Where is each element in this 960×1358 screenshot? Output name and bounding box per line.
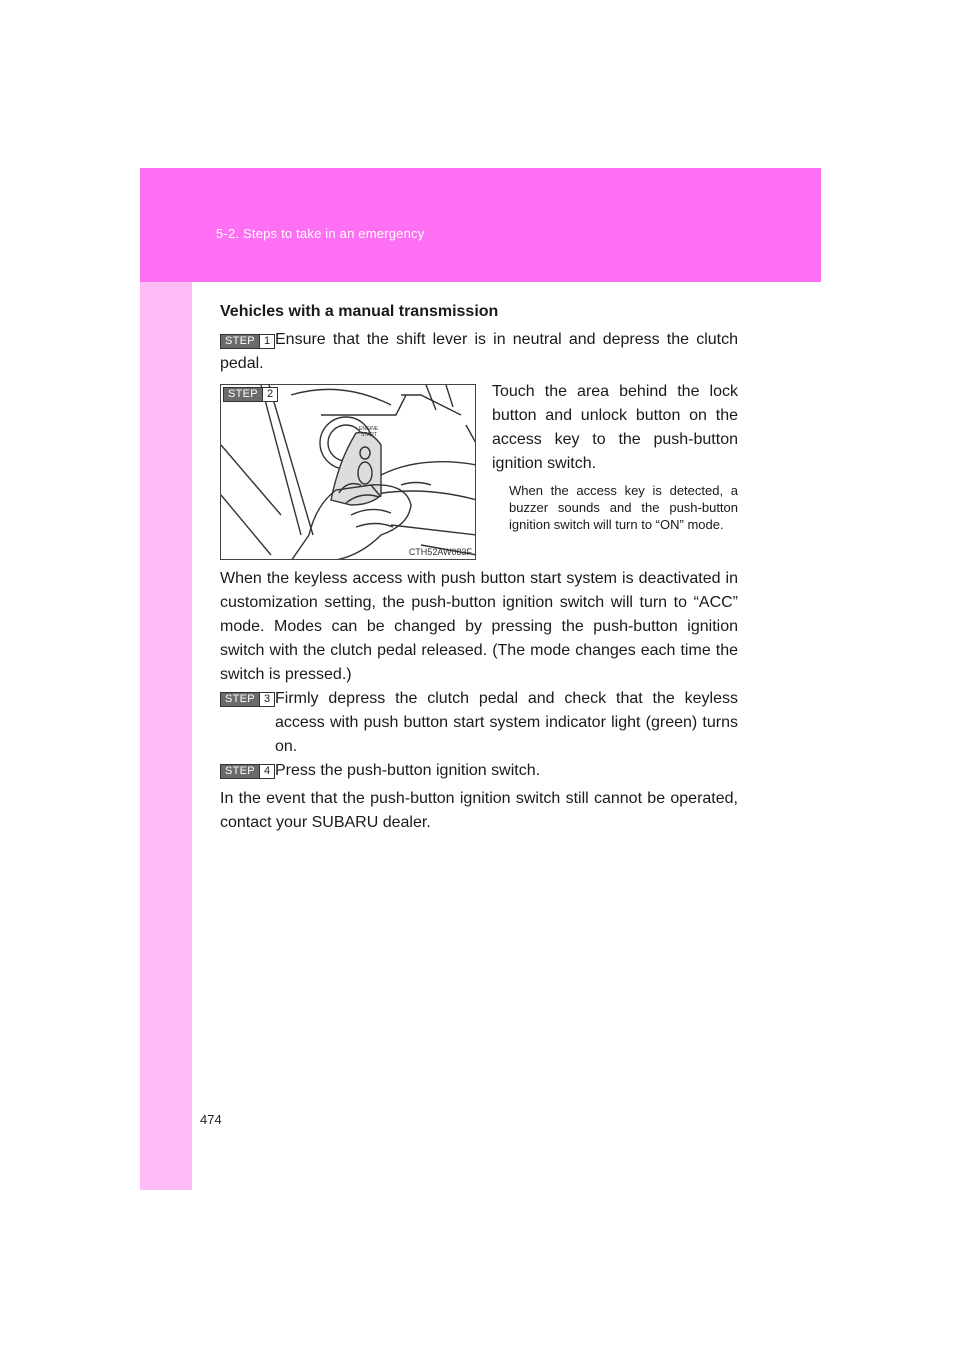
section-title: 5-2. Steps to take in an emergency bbox=[216, 226, 425, 241]
step-2-badge-word: STEP bbox=[224, 388, 262, 401]
step-2-text: Touch the area behind the lock button and unlock button on the access key to the push-button ignition switch. bbox=[492, 383, 738, 472]
step-1-text-content: Ensure that the shift lever is in neutral and depress the clutch pedal. bbox=[220, 331, 738, 372]
step-1-badge-number: 1 bbox=[259, 335, 274, 348]
page-number: 474 bbox=[200, 1112, 222, 1127]
acc-mode-paragraph: When the keyless access with push button start system is deactivated in customization setting, the push-button ignition switch will turn to “ACC” mode. Modes can be changed by pressing the push-button ignition switch with the clutch pedal released. (The mode changes each time the switch is pressed.) bbox=[220, 570, 738, 683]
step-2-badge bbox=[223, 387, 278, 402]
engine-start-label-2: START bbox=[361, 432, 377, 438]
step-3-badge bbox=[220, 692, 275, 707]
step-1-badge-word: STEP bbox=[221, 335, 259, 348]
step-4-badge bbox=[220, 764, 275, 779]
side-tab-band bbox=[140, 168, 192, 1190]
step-2-badge-number: 2 bbox=[262, 388, 277, 401]
engine-start-label-1: ENGINE bbox=[359, 426, 379, 432]
step-3-badge-word: STEP bbox=[221, 693, 259, 706]
header-band bbox=[140, 168, 821, 282]
step-3-badge-number: 3 bbox=[259, 693, 274, 706]
final-paragraph: In the event that the push-button ignition switch still cannot be operated, contact your SUBARU dealer. bbox=[220, 790, 738, 831]
step-4-badge-word: STEP bbox=[221, 765, 259, 778]
step-4-text: Press the push-button ignition switch. bbox=[275, 762, 541, 779]
subheading: Vehicles with a manual transmission bbox=[220, 303, 499, 320]
step-2-note: When the access key is detected, a buzzer sounds and the push-button ignition switch will turn to “ON” mode. bbox=[509, 483, 738, 532]
hand-key-illustration bbox=[221, 385, 476, 560]
ignition-figure bbox=[220, 384, 476, 560]
step-1-text bbox=[220, 328, 738, 376]
figure-code: CTH52AW083F bbox=[408, 547, 472, 557]
step-3-text: Firmly depress the clutch pedal and check that the keyless access with push button start system indicator light (green) turns on. bbox=[275, 690, 738, 755]
step-4-badge-number: 4 bbox=[259, 765, 274, 778]
